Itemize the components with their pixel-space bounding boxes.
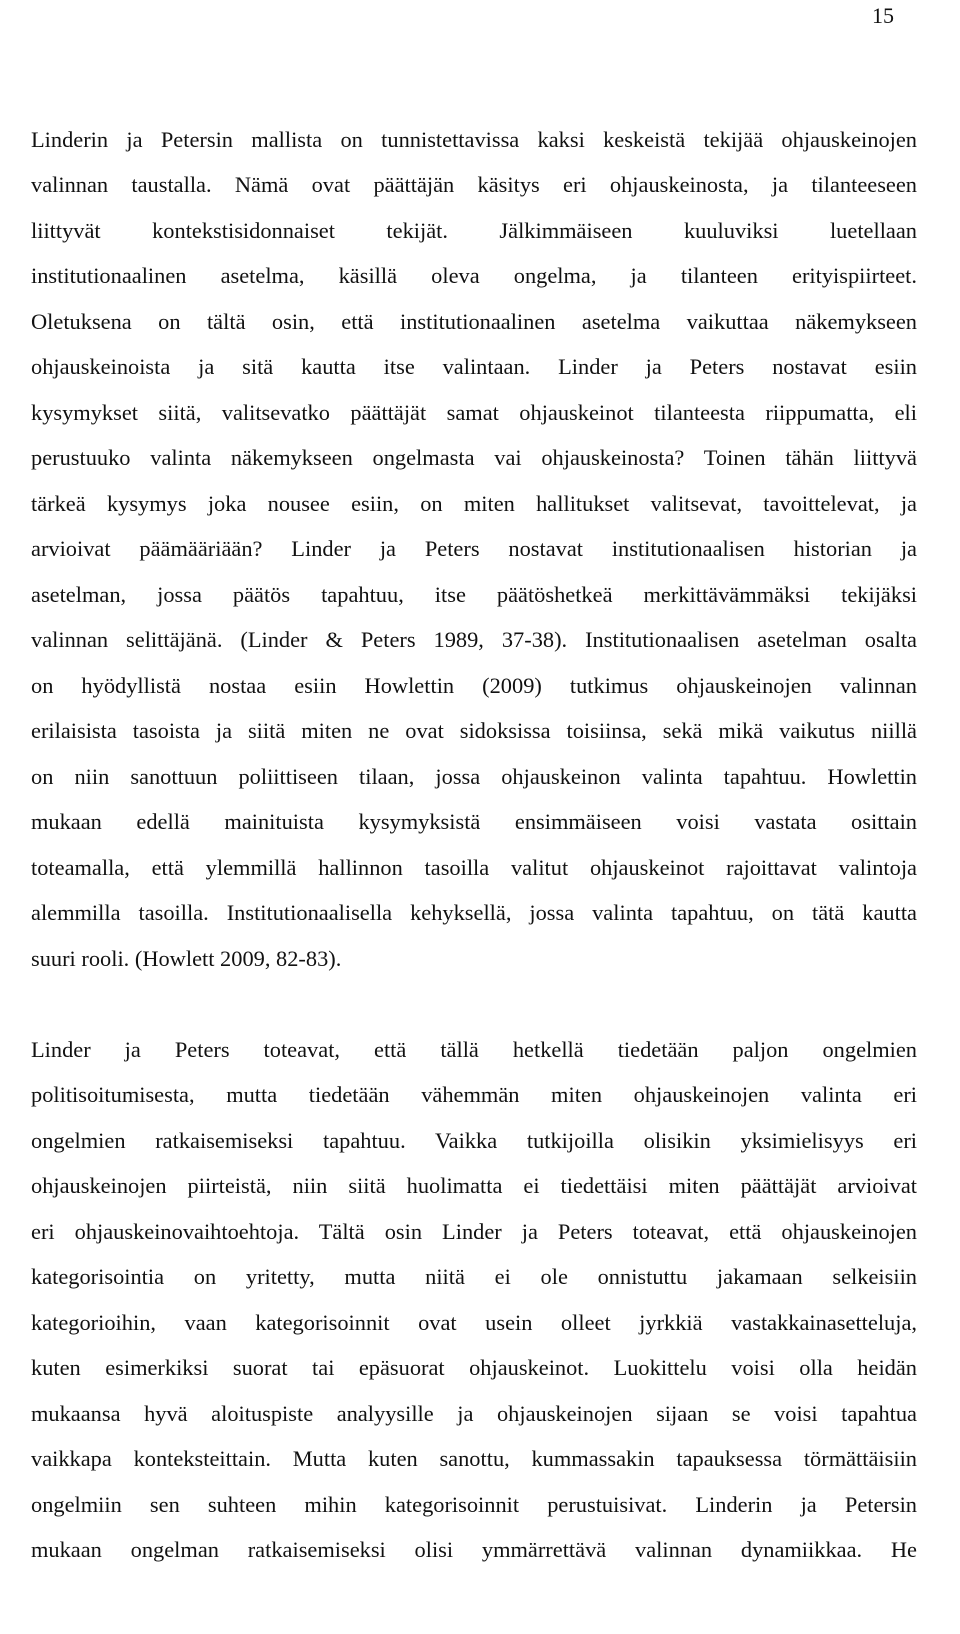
text-line: eri ohjauskeinovaihtoehtoja. Tältä osin Linder ja Peters toteavat, että ohjauskeinojen (31, 1219, 917, 1244)
page-number: 15 (872, 3, 894, 28)
text-line: institutionaalinen asetelma, käsillä oleva ongelma, ja tilanteen erityispiirteet. (31, 263, 917, 288)
text-line: ongelmiin sen suhteen mihin kategorisoinnit perustuisivat. Linderin ja Petersin (31, 1492, 917, 1517)
text-line: mukaansa hyvä aloituspiste analyysille ja ohjauskeinojen sijaan se voisi tapahtua (31, 1401, 917, 1426)
text-line: Linderin ja Petersin mallista on tunnistettavissa kaksi keskeistä tekijää ohjauskeinojen (31, 127, 917, 152)
text-line: kategorioihin, vaan kategorisoinnit ovat usein olleet jyrkkiä vastakkainasetteluja, (31, 1310, 917, 1335)
text-line: ongelmien ratkaisemiseksi tapahtuu. Vaikka tutkijoilla olisikin yksimielisyys eri (31, 1128, 917, 1153)
text-line: Linder ja Peters toteavat, että tällä hetkellä tiedetään paljon ongelmien (31, 1037, 917, 1062)
text-line: mukaan ongelman ratkaisemiseksi olisi ymmärrettävä valinnan dynamiikkaa. He (31, 1537, 917, 1562)
text-line: on niin sanottuun poliittiseen tilaan, jossa ohjauskeinon valinta tapahtuu. Howlettin (31, 764, 917, 789)
text-line: alemmilla tasoilla. Institutionaalisella kehyksellä, jossa valinta tapahtuu, on tätä kautta (31, 900, 917, 925)
text-line: asetelman, jossa päätös tapahtuu, itse päätöshetkeä merkittävämmäksi tekijäksi (31, 582, 917, 607)
text-line: liittyvät kontekstisidonnaiset tekijät. Jälkimmäiseen kuuluviksi luetellaan (31, 218, 917, 243)
text-line: Oletuksena on tältä osin, että institutionaalinen asetelma vaikuttaa näkemykseen (31, 309, 917, 334)
text-line: valinnan selittäjänä. (Linder & Peters 1989, 37-38). Institutionaalisen asetelman osalta (31, 627, 917, 652)
text-line: kysymykset siitä, valitsevatko päättäjät samat ohjauskeinot tilanteesta riippumatta, eli (31, 400, 917, 425)
text-line: arvioivat päämääriään? Linder ja Peters nostavat institutionaalisen historian ja (31, 536, 917, 561)
text-line: tärkeä kysymys joka nousee esiin, on miten hallitukset valitsevat, tavoittelevat, ja (31, 491, 917, 516)
text-line: valinnan taustalla. Nämä ovat päättäjän käsitys eri ohjauskeinosta, ja tilanteeseen (31, 172, 917, 197)
text-line: on hyödyllistä nostaa esiin Howlettin (2009) tutkimus ohjauskeinojen valinnan (31, 673, 917, 698)
text-line: vaikkapa konteksteittain. Mutta kuten sanottu, kummassakin tapauksessa törmättäisiin (31, 1446, 917, 1471)
text-line: toteamalla, että ylemmillä hallinnon tasoilla valitut ohjauskeinot rajoittavat valintoja (31, 855, 917, 880)
text-line: politisoitumisesta, mutta tiedetään vähemmän miten ohjauskeinojen valinta eri (31, 1082, 917, 1107)
text-line: perustuuko valinta näkemykseen ongelmasta vai ohjauskeinosta? Toinen tähän liittyvä (31, 445, 917, 470)
text-line: ohjauskeinojen piirteistä, niin siitä huolimatta ei tiedettäisi miten päättäjät arvioivat (31, 1173, 917, 1198)
text-line: kuten esimerkiksi suorat tai epäsuorat ohjauskeinot. Luokittelu voisi olla heidän (31, 1355, 917, 1380)
text-line: kategorisointia on yritetty, mutta niitä ei ole onnistuttu jakamaan selkeisiin (31, 1264, 917, 1289)
text-line: suuri rooli. (Howlett 2009, 82-83). (31, 946, 342, 971)
text-line: erilaisista tasoista ja siitä miten ne ovat sidoksissa toisiinsa, sekä mikä vaikutus niillä (31, 718, 917, 743)
text-line: ohjauskeinoista ja sitä kautta itse valintaan. Linder ja Peters nostavat esiin (31, 354, 917, 379)
text-line: mukaan edellä mainituista kysymyksistä ensimmäiseen voisi vastata osittain (31, 809, 917, 834)
